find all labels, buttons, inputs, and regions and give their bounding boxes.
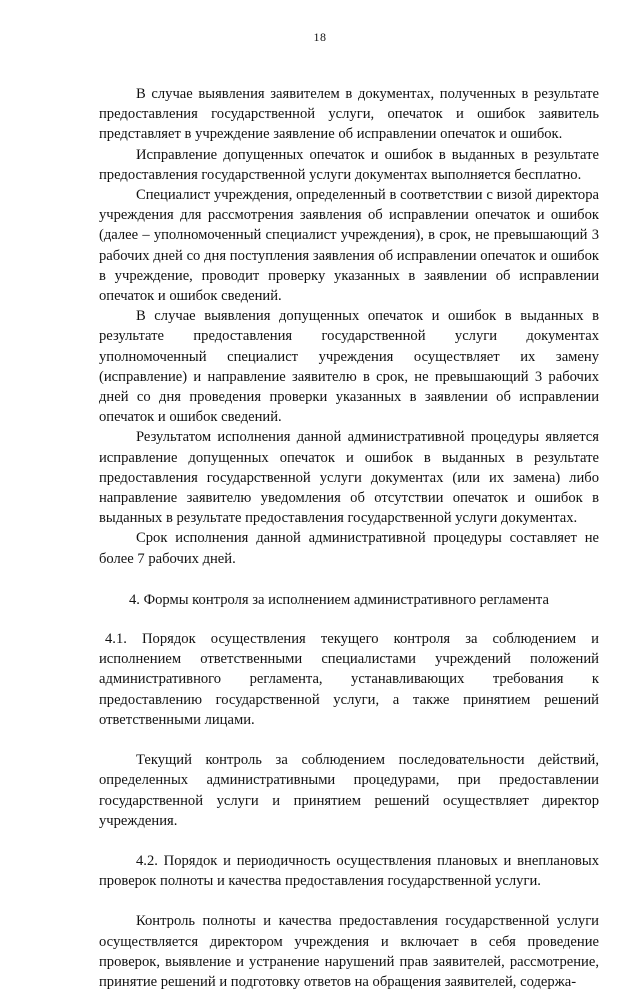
paragraph-error-detection: В случае выявления заявителем в документах, полученных в результате предоставления государственной услуги, опечаток и ошибок заявитель представляет в учреждение заявление об исправлении опечаток и ошибок. [99, 86, 599, 143]
subsection-heading-4-1: 4.1. Порядок осуществления текущего контроля за соблюдением и исполнением ответственными специалистами учреждений положений административного регламента, устанавливающих требования к предоставлению государственной услуги, а также принятием решений ответственными лицами. [99, 631, 599, 728]
paragraph-procedure-result: Результатом исполнения данной административной процедуры является исправление допущенных опечаток и ошибок в выданных в результате предоставления государственной услуги документах (или их замена) либо направление заявителю уведомления об отсутствии опечаток и ошибок в выданных в результате предоставления государственной услуги документах. [99, 429, 599, 527]
paragraph-free-correction: Исправление допущенных опечаток и ошибок в выданных в результате предоставления государственной услуги документах выполняется бесплатно. [99, 146, 599, 183]
paragraph-procedure-term: Срок исполнения данной административной процедуры составляет не более 7 рабочих дней. [99, 530, 599, 567]
paragraph-specialist-check: Специалист учреждения, определенный в соответствии с визой директора учреждения для рассмотрения заявления об исправлении опечаток и ошибок (далее – уполномоченный специалист учреждения), в срок, не превышающий 3 рабочих дней со дня поступления заявления об исправлении опечаток и ошибок в учреждение, проводит проверку указанных в заявлении об исправлении опечаток и ошибок сведений. [99, 187, 599, 305]
subsection-heading-4-2: 4.2. Порядок и периодичность осуществления плановых и внеплановых проверок полноты и качества предоставления государственной услуги. [99, 852, 599, 890]
page-number: 18 [313, 30, 327, 44]
paragraph-current-control: Текущий контроль за соблюдением последовательности действий, определенных административными процедурами, при предоставлении государственной услуги и принятием решений осуществляет директор учреждения. [99, 752, 599, 829]
document-body [99, 84, 599, 992]
section-heading: 4. Формы контроля за исполнением административного регламента [129, 591, 549, 608]
paragraph-replacement: В случае выявления допущенных опечаток и ошибок в выданных в результате предоставления государственной услуги документах уполномоченный специалист учреждения осуществляет их замену (исправление) и направление заявителю в срок, не превышающий 3 рабочих дней со дня проведения проверки указанных в заявлении об исправлении опечаток и ошибок сведений. [99, 308, 599, 426]
paragraph-quality-control: Контроль полноты и качества предоставления государственной услуги осуществляется директором учреждения и включает в себя проведение проверок, выявление и устранение нарушений прав заявителей, рассмотрение, принятие решений и подготовку ответов на обращения заявителей, содержа- [99, 913, 599, 990]
